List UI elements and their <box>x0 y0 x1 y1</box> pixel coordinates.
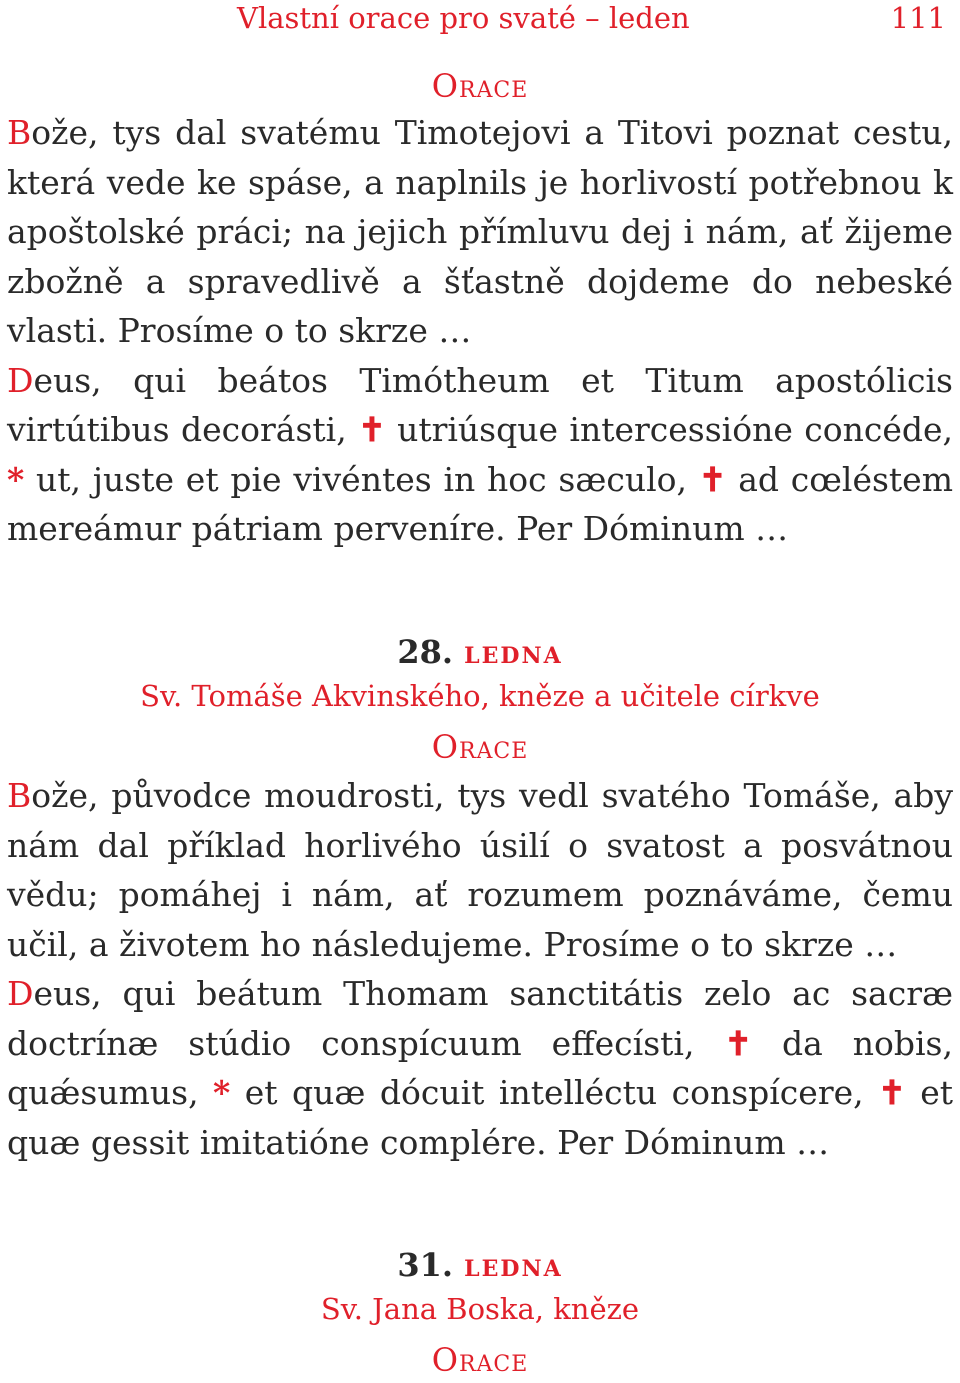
asterisk-icon: * <box>213 1073 231 1112</box>
latin-prayer-part: et quæ gessit imitatióne complére. Per Dóminum … <box>7 1073 954 1162</box>
orace-heading-3: Orace <box>431 1341 529 1379</box>
running-head-title: Vlastní orace pro svaté – leden <box>237 1 690 35</box>
initial-letter: D <box>7 360 34 400</box>
latin-prayer-part: et quæ dócuit intelléctu conspícere, <box>230 1073 879 1112</box>
date-number: 31. <box>397 1246 454 1284</box>
latin-prayer-part: ad cœléstem mereámur pátriam perveníre. Per Dóminum … <box>7 459 953 548</box>
latin-prayer-part: ut, juste et pie vivéntes in hoc sæculo, <box>24 459 699 499</box>
initial-letter: B <box>7 113 32 152</box>
czech-prayer-text: ože, tys dal svatému Timotejovi a Titovi poznat cestu, která vede ke spáse, a naplnils je horlivostí potřebnou k apoštolské práci; na jejich přímluvu dej i nám, ať žijeme zbožně a spravedlivě a šťastně dojdeme do nebeské vlasti. Prosíme o to skrze … <box>7 113 953 350</box>
latin-prayer-part: eus, qui beátos Timótheum et Titum apostólicis virtútibus decorásti, <box>7 360 953 449</box>
asterisk-icon: * <box>7 459 25 499</box>
saint-name-31: Sv. Jana Boska, kněze <box>320 1292 640 1326</box>
date-month: ledna <box>464 1246 563 1284</box>
initial-letter: B <box>7 776 32 815</box>
cross-icon: ✝ <box>878 1073 906 1112</box>
prayer-czech-1 <box>7 108 953 554</box>
latin-prayer-part: da nobis, quǽsumus, <box>7 1023 953 1112</box>
date-month: ledna <box>464 633 563 671</box>
saint-name-28: Sv. Tomáše Akvinského, kněze a učitele církve <box>140 679 820 713</box>
cross-icon: ✝ <box>724 1023 753 1063</box>
feast-date-31 <box>0 1245 960 1285</box>
latin-prayer-part: utriúsque intercessióne concéde, <box>385 410 953 449</box>
orace-heading-2: Orace <box>431 728 529 766</box>
prayer-czech-2 <box>7 771 953 1167</box>
orace-heading-1: Orace <box>431 67 529 105</box>
czech-prayer-text: ože, původce moudrosti, tys vedl svatého Tomáše, aby nám dal příklad horlivého úsilí o svatost a posvátnou vědu; pomáhej i nám, ať rozumem poznáváme, čemu učil, a životem ho následujeme. Prosíme o to skrze … <box>7 776 953 964</box>
latin-prayer-part: eus, qui beátum Thomam sanctitátis zelo ac sacræ doctrínæ stúdio conspícuum effecísti, <box>7 974 953 1063</box>
page-number: 111 <box>890 1 946 35</box>
initial-letter: D <box>7 974 34 1013</box>
cross-icon: ✝ <box>698 459 727 499</box>
cross-icon: ✝ <box>358 410 386 449</box>
date-number: 28. <box>397 633 454 671</box>
running-head <box>0 0 960 40</box>
feast-date-28 <box>0 632 960 672</box>
